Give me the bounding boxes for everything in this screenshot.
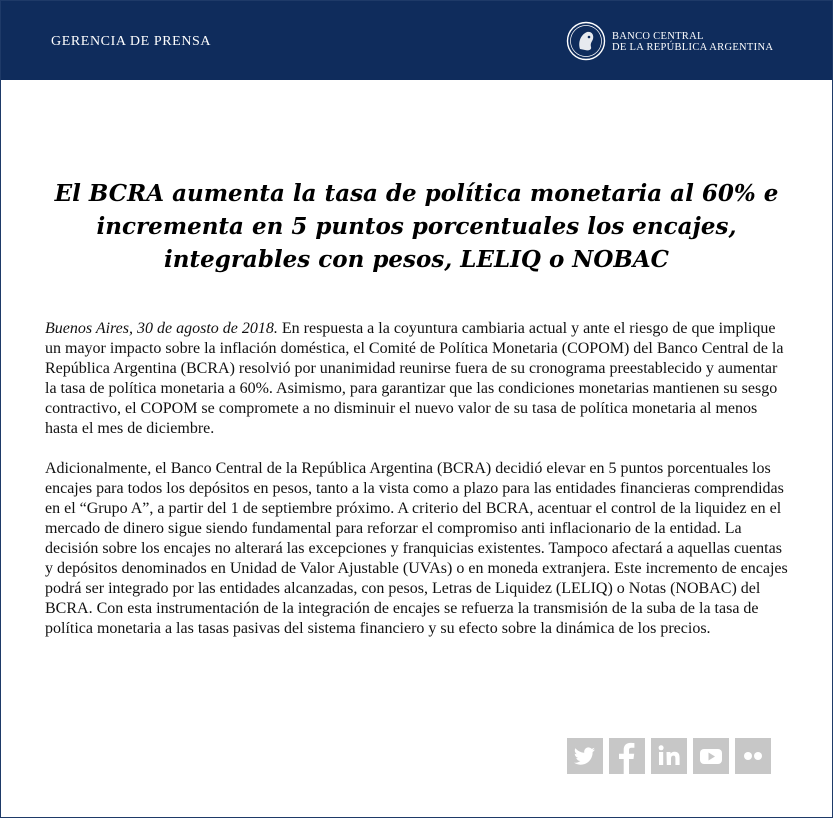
bcra-seal-icon: [566, 21, 606, 61]
twitter-icon[interactable]: [567, 738, 603, 774]
youtube-icon[interactable]: [693, 738, 729, 774]
logo-line-1: BANCO CENTRAL: [612, 31, 704, 42]
bcra-logo-text: [612, 31, 773, 53]
paragraph-1-text: En respuesta a la coyuntura cambiaria actual y ante el riesgo de que implique un mayor impacto sobre la inflación doméstica, el Comité de Política Monetaria (COPOM) del Banco Central de la República Argentina (BCRA) resolvió por unanimidad reunirse fuera de su cronograma preestablecido y aumentar la tasa de política monetaria a 60%. Asimismo, para garantizar que las condiciones monetarias mantienen su sesgo contractivo, el COPOM se compromete a no disminuir el nuevo valor de su tasa de política monetaria al menos hasta el mes de diciembre.: [45, 320, 784, 437]
dateline: Buenos Aires, 30 de agosto de 2018.: [45, 320, 278, 337]
header-bar: [1, 1, 832, 80]
facebook-icon[interactable]: [609, 738, 645, 774]
flickr-icon[interactable]: [735, 738, 771, 774]
paragraph-1: [45, 319, 790, 439]
section-label: GERENCIA DE PRENSA: [51, 34, 212, 49]
linkedin-icon[interactable]: [651, 738, 687, 774]
article-body: [45, 319, 790, 659]
bcra-logo[interactable]: [566, 21, 786, 61]
logo-line-2: DE LA REPÚBLICA ARGENTINA: [612, 42, 774, 53]
page-title: El BCRA aumenta la tasa de política monetaria al 60% e incrementa en 5 puntos porcentuales los encajes, integrables con pesos, LELIQ o NOBAC: [54, 180, 779, 273]
paragraph-2: Adicionalmente, el Banco Central de la República Argentina (BCRA) decidió elevar en 5 puntos porcentuales los encajes para todos los depósitos en pesos, tanto a la vista como a plazo para las entidades financieras comprendidas en el “Grupo A”, a partir del 1 de septiembre próximo. A criterio del BCRA, acentuar el control de la liquidez en el mercado de dinero sigue siendo fundamental para reforzar el compromiso anti inflacionario de la entidad. La decisión sobre los encajes no alterará las excepciones y franquicias existentes. Tampoco afectará a aquellas cuentas y depósitos denominados en Unidad de Valor Ajustable (UVAs) o en moneda extranjera. Este incremento de encajes podrá ser integrado por las entidades alcanzadas, con pesos, Letras de Liquidez (LELIQ) o Notas (NOBAC) del BCRA. Con esta instrumentación de la integración de encajes se refuerza la transmisión de la suba de la tasa de política monetaria a las tasas pasivas del sistema financiero y su efecto sobre la dinámica de los precios.: [45, 460, 788, 637]
